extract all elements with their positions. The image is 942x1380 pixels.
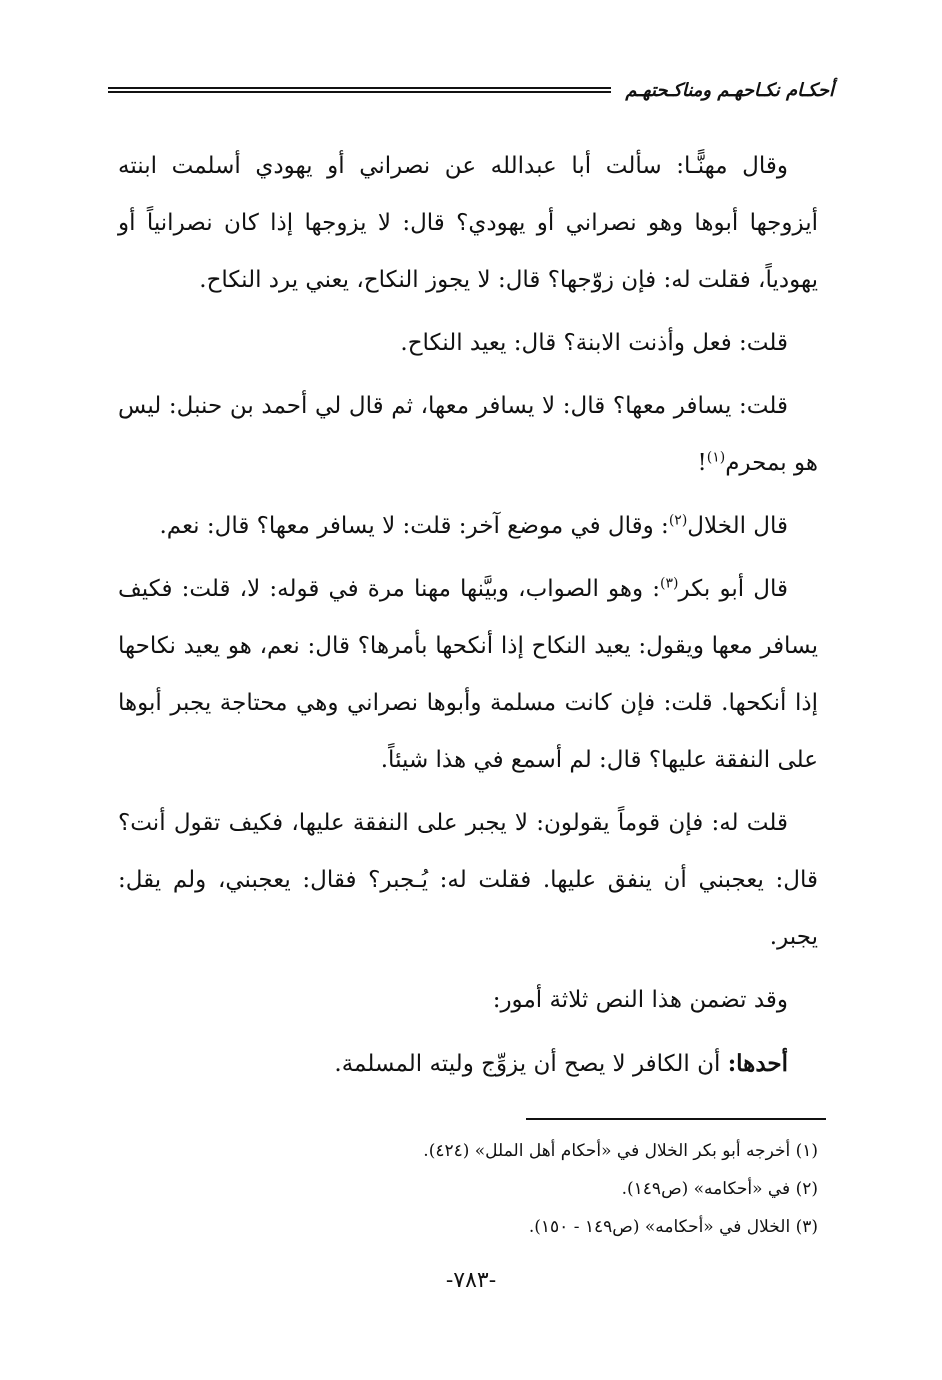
paragraph-5-lead: قال أبو بكر (678, 576, 788, 602)
page-number: -٧٨٣- (445, 1268, 497, 1293)
footnote-2: (٢) في «أحكامه» (ص١٤٩). (621, 1179, 818, 1199)
paragraph-6-text: قلت له: فإن قوماً يقولون: لا يجبر على النفقة عليها، فكيف تقول أنت؟ قال: يعجبني أن ينفق عليها. فقلت له: يُـجبر؟ فقال: يعجبني، ولم يقل: يجبر. (118, 810, 818, 950)
footnote-marker-1: (١) (706, 449, 726, 466)
paragraph-4-lead: قال الخلال (687, 513, 788, 539)
paragraph-1-text: وقال مهنًّـا: سألت أبا عبدالله عن نصراني أو يهودي أسلمت ابنته أيزوجها أبوها وهو نصراني أو يهودي؟ قال: لا يزوجها إذا كان نصرانياً أو يهودياً، فقلت له: فإن زوّجها؟ قال: لا يجوز النكاح، يعني يرد النكاح. (118, 153, 818, 293)
paragraph-3-end: ! (697, 450, 707, 476)
paragraph-6 (118, 795, 818, 966)
header-title: أحكـام نكـاحهـم ومناكـحتهـم (625, 79, 834, 101)
paragraph-4 (118, 498, 818, 555)
paragraph-3 (118, 378, 818, 492)
paragraph-3-text: قلت: يسافر معها؟ قال: لا يسافر معها، ثم قال لي أحمد بن حنبل: ليس هو بمحرم (118, 393, 818, 476)
paragraph-8-text: أن الكافر لا يصح أن يزوِّج وليته المسلمة. (334, 1051, 728, 1077)
paragraph-4-text: : وقال في موضع آخر: قلت: لا يسافر معها؟ قال: نعم. (159, 513, 669, 539)
body-text (118, 138, 818, 1099)
running-header (108, 70, 834, 110)
footnote-3: (٣) الخلال في «أحكامه» (ص١٤٩ - ١٥٠). (528, 1217, 818, 1237)
paragraph-2-text: قلت: فعل وأذنت الابنة؟ قال: يعيد النكاح. (400, 330, 788, 356)
footnote-separator (526, 1118, 826, 1120)
paragraph-2 (118, 315, 818, 372)
paragraph-5 (118, 561, 818, 789)
paragraph-7 (118, 972, 818, 1029)
header-double-rule (108, 86, 611, 94)
paragraph-7-text: وقد تضمن هذا النص ثلاثة أمور: (492, 987, 788, 1013)
footnote-1: (١) أخرجه أبو بكر الخلال في «أحكام أهل الملل» (٤٢٤). (423, 1141, 818, 1161)
paragraph-8-lead: أحدها: (727, 1050, 788, 1077)
footnote-marker-3: (٣) (660, 575, 679, 592)
paragraph-1 (118, 138, 818, 309)
footnote-marker-2: (٢) (668, 512, 688, 529)
footnotes (118, 1132, 818, 1246)
paragraph-8 (118, 1035, 818, 1093)
paragraph-5-text: : وهو الصواب، وبيَّنها مهنا مرة في قوله: لا، قلت: فكيف يسافر معها ويقول: يعيد النكاح إذا أنكحها بأمرها؟ قال: نعم، هو يعيد نكاحها إذا أنكحها. قلت: فإن كانت مسلمة وأبوها نصراني وهي محتاجة يجبر أبوها على النفقة عليها؟ قال: لم أسمع في هذا شيئاً. (118, 576, 818, 773)
